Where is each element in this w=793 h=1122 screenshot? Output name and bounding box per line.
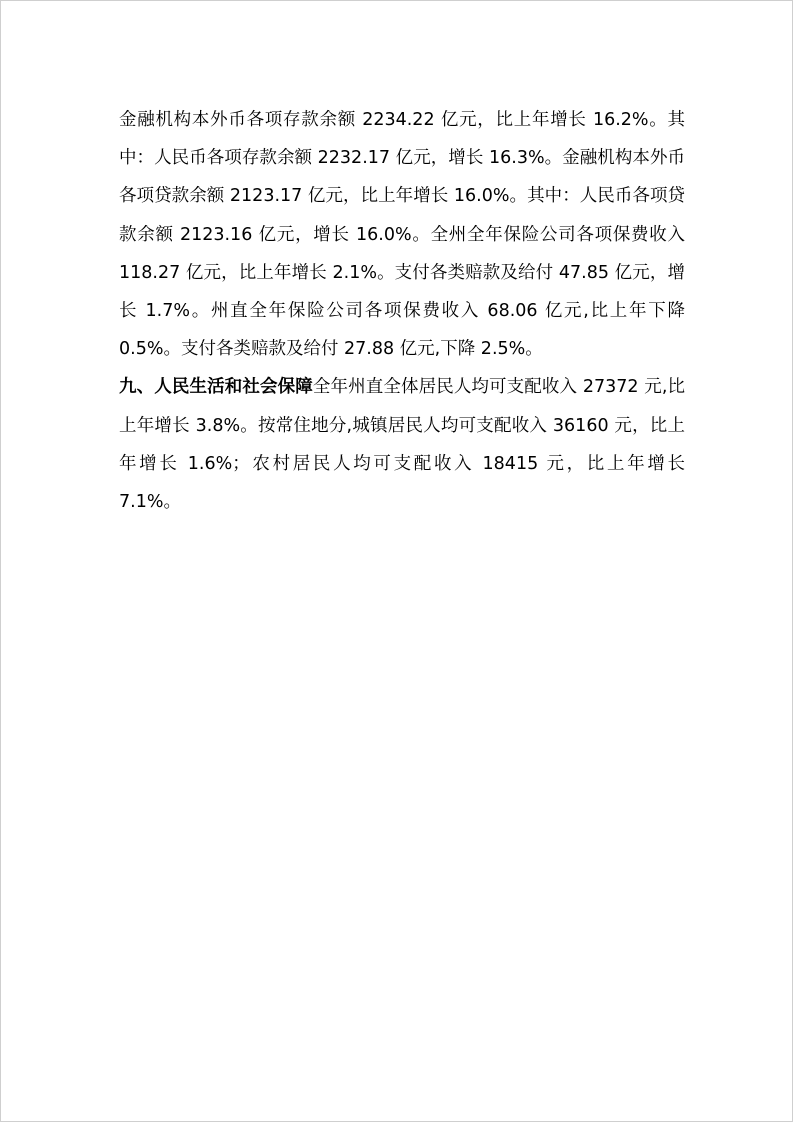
section-heading-9: 九、人民生活和社会保障 — [119, 377, 313, 398]
document-body — [119, 101, 685, 521]
section-9-text: 全年州直全体居民人均可支配收入 27372 元,比上年增长 3.8%。按常住地分,城镇居民人均可支配收入 36160 元，比上年增长 1.6%；农村居民人均可支配收入 18415 元，比上年增长 7.1%。 — [119, 377, 686, 513]
paragraph-finance: 金融机构本外币各项存款余额 2234.22 亿元，比上年增长 16.2%。其中：人民币各项存款余额 2232.17 亿元，增长 16.3%。金融机构本外币各项贷款余额 2123.17 亿元，比上年增长 16.0%。其中：人民币各项贷款余额 2123.16 亿元，增长 16.0%。全州全年保险公司各项保费收入 118.27 亿元，比上年增长 2.1%。支付各类赔款及给付 47.85 亿元，增长 1.7%。州直全年保险公司各项保费收入 68.06 亿元,比上年下降 0.5%。支付各类赔款及给付 27.88 亿元,下降 2.5%。 — [119, 110, 685, 360]
paragraph-section-9 — [119, 368, 685, 521]
